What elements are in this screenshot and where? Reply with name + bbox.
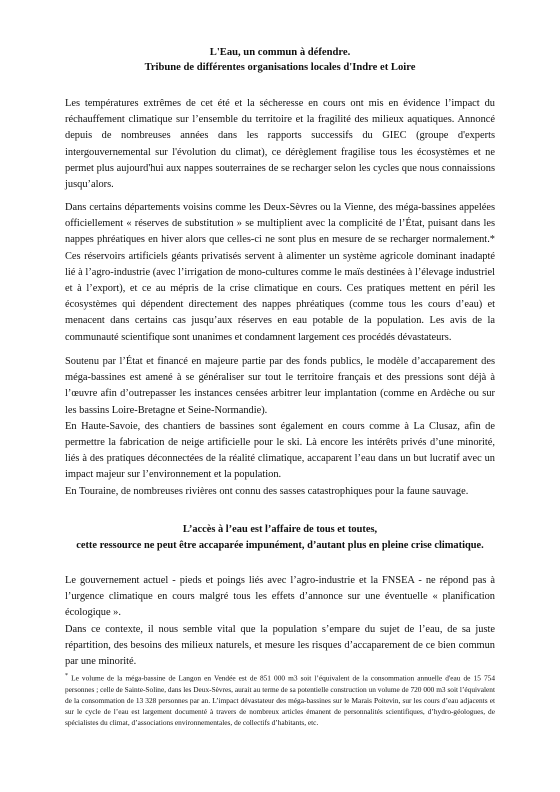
section-subheading — [60, 522, 500, 554]
paragraph-text: Soutenu par l’État et financé en majeure partie par des fonds publics, le modèle d’accaparement des méga-bassines est amené à se généraliser sur tout le territoire français et des pressions sont déjà à l’œuvre afin d’outrepasser les instances censées arbitrer leur implantation (comme en Ardèche ou sur les bassins Loire-Bretagne et Seine-Normandie). — [65, 356, 495, 416]
footnote-marker: * — [65, 673, 68, 679]
paragraph-text: En Touraine, de nombreuses rivières ont connu des sasses catastrophiques pour la faune sauvage. — [65, 485, 469, 497]
paragraph-text: Dans ce contexte, il nous semble vital que la population s’empare du sujet de l’eau, de sa juste répartition, des besoins des milieux naturels, et mesure les risques d’accaparement de ce bien commun par une minorité. — [65, 623, 495, 668]
paragraph-government — [65, 573, 495, 670]
paragraph-intro — [65, 96, 495, 193]
document-title — [60, 45, 500, 75]
title-line-1: L'Eau, un commun à défendre. — [209, 47, 351, 58]
paragraph-text: Les températures extrêmes de cet été et la sécheresse en cours ont mis en évidence l’impact du réchauffement climatique sur l’ensemble du territoire et la fragilité des milieux aquatiques. Annoncé depuis de nombreuses années dans les rapports successifs du GIEC (groupe d'experts intergouvernemental sur l'évolution du climat), ce dérèglement fragilise tous les écosystèmes et ne permet plus aujourd'hui aux nappes souterraines de se recharger selon les cycles que nous connaissions jusqu’alors. — [65, 98, 495, 191]
paragraph-text: Le gouvernement actuel - pieds et poings liés avec l’agro-industrie et la FNSEA - ne répond pas à l’urgence climatique en cours malgré tous les effets d’annonce sur une éventuelle « planification écologique ». — [65, 575, 495, 619]
subheading-line-2: cette ressource ne peut être accaparée impunément, d’autant plus en pleine crise climatique. — [76, 540, 484, 551]
footnote — [65, 671, 495, 728]
footnote-text: Le volume de la méga-bassine de Langon en Vendée est de 851 000 m3 soit l’équivalent de la consommation annuelle d'eau de 15 754 personnes ; celle de Sainte-Soline, dans les Deux-Sèvres, aurait au terme de sa potentielle construction un volume de 720 000 m3 soit l’équivalent de la consommation de 13 328 personnes par an. L’impact dévastateur des méga-bassines sur le Marais Poitevin, sur les cours d’eau adjacents et sur le cycle de l’eau est largement documenté à travers de nombreux articles émanent de personnalités scientifiques, d’hydro-géologues, de spécialistes du climat, d’associations environnementales, de collectifs d’habitants, etc. — [65, 673, 495, 728]
paragraph-mega-bassines — [65, 200, 495, 346]
title-line-2: Tribune de différentes organisations locales d'Indre et Loire — [144, 62, 416, 73]
paragraph-state-model — [65, 354, 495, 500]
paragraph-text: En Haute-Savoie, des chantiers de bassines sont également en cours comme à La Clusaz, afin de permettre la fabrication de neige artificielle pour le ski. Là encore les intérêts privés d’une minorité, liés à des pratiques déconnectées de la réalité climatique, accaparent l’eau dans un but lucratif avec un impact majeur sur l’environnement et la population. — [65, 420, 495, 481]
paragraph-text: Dans certains départements voisins comme les Deux-Sèvres ou la Vienne, des méga-bassines appelées officiellement « réserves de substitution » se multiplient avec la complicité de l’État, puisant dans les nappes phréatiques en hiver alors que celles-ci ne sont plus en mesure de se recharger normalement.* Ces réservoirs artificiels géants privatisés servent à alimenter un système agricole dominant inadapté lié à l’agro-industrie (avec l’irrigation de mono-cultures comme le maïs destinées à l’élevage industriel et à l’export), et ce au mépris de la crise climatique en cours. Ces pratiques mettent en péril les écosystèmes qui dépendent directement des nappes phréatiques (comme tous les cours d’eau) et menacent dans certains cas jusqu’aux réserves en eau potable de la population. Les avis de la communauté scientifique sont unanimes et condamnent largement ces procédés dévastateurs. — [65, 202, 495, 343]
subheading-line-1: L’accès à l’eau est l’affaire de tous et toutes, — [182, 524, 378, 535]
